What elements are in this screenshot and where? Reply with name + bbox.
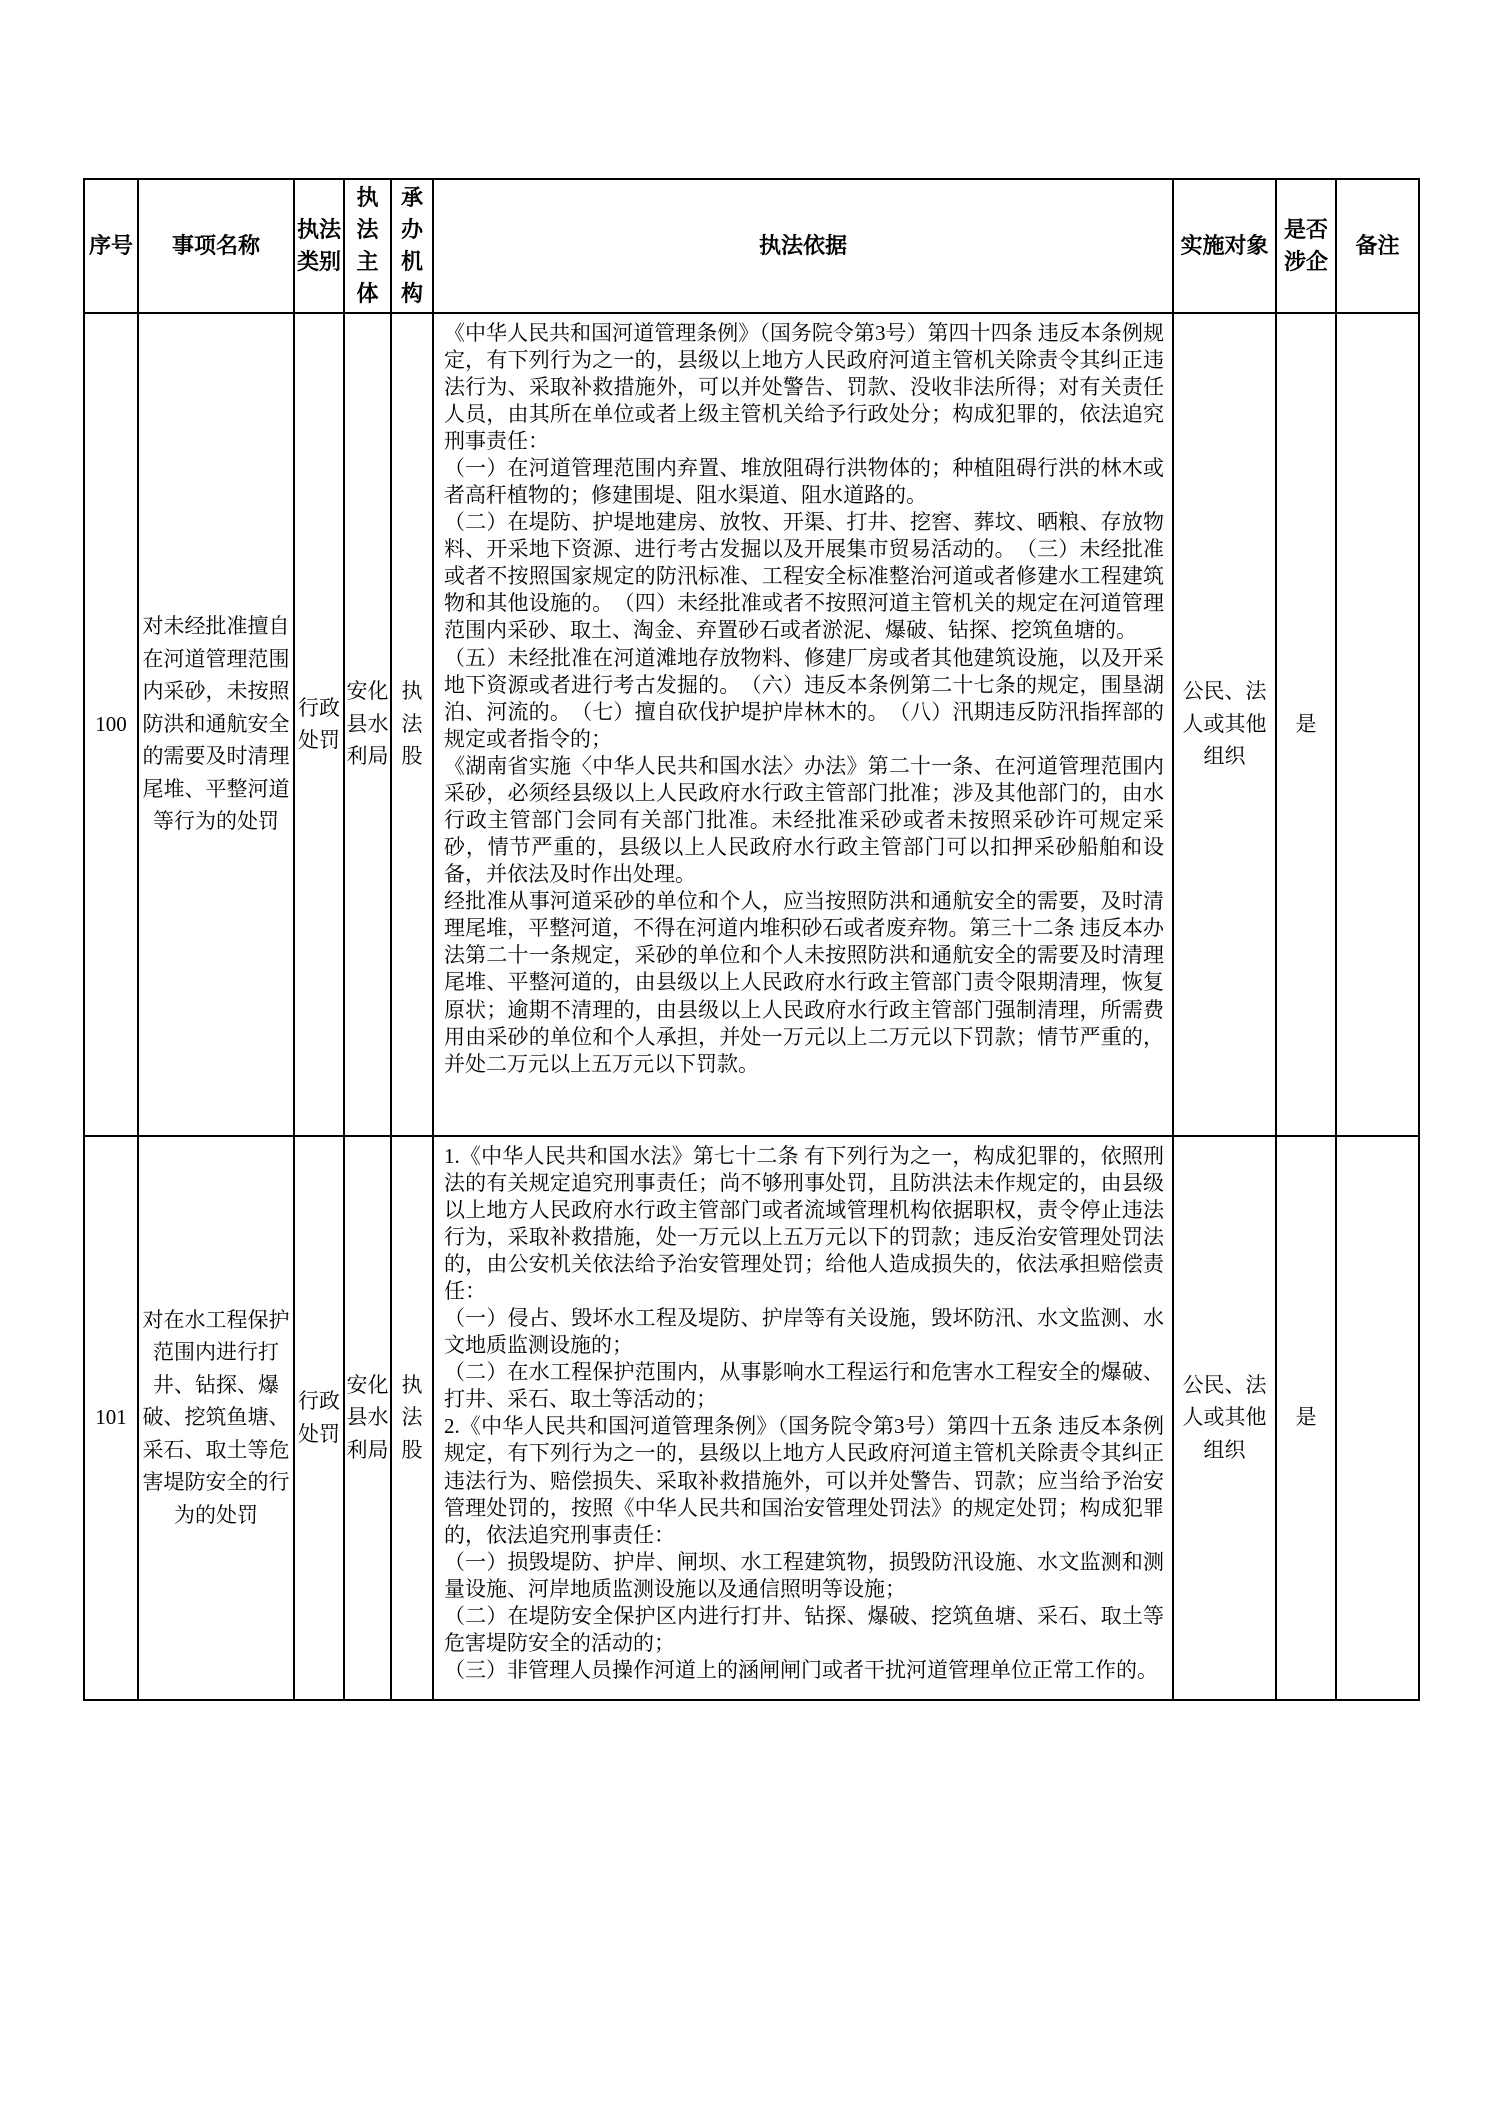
header-agency: 承办机构: [391, 179, 433, 313]
basis-paragraph: （二）在水工程保护范围内，从事影响水工程运行和危害水工程安全的爆破、打井、采石、取土等活动的；: [444, 1360, 1164, 1412]
basis-paragraph: 经批准从事河道采砂的单位和个人，应当按照防洪和通航安全的需要，及时清理尾堆，平整河道，不得在河道内堆积砂石或者废弃物。第三十二条 违反本办法第二十一条规定，采砂的单位和个人未按照防洪和通航安全的需要及时清理尾堆、平整河道的，由县级以上人民政府水行政主管部门责令限期清理，恢复原状；逾期不清理的，由县级以上人民政府水行政主管部门强制清理，所需费用由采砂的单位和个人承担，并处一万元以上二万元以下罚款；情节严重的，并处二万元以上五万元以下罚款。: [444, 889, 1164, 1076]
cell-basis: [433, 1136, 1173, 1700]
basis-paragraph: 1.《中华人民共和国水法》第七十二条 有下列行为之一，构成犯罪的，依照刑法的有关规定追究刑事责任；尚不够刑事处罚，且防洪法未作规定的，由县级以上地方人民政府水行政主管部门或者流域管理机构依据职权，责令停止违法行为，采取补救措施，处一万元以上五万元以下的罚款；违反治安管理处罚法的，由公安机关依法给予治安管理处罚；给他人造成损失的，依法承担赔偿责任：: [444, 1143, 1164, 1303]
cell-involves-enterprise: 是: [1276, 1136, 1336, 1700]
basis-paragraph: 《湖南省实施〈中华人民共和国水法〉办法》第二十一条、在河道管理范围内采砂，必须经县级以上人民政府水行政主管部门批准；涉及其他部门的，由水行政主管部门会同有关部门批准。未经批准采砂或者未按照采砂许可规定采砂，情节严重的，县级以上人民政府水行政主管部门可以扣押采砂船舶和设备，并依法及时作出处理。: [444, 753, 1164, 887]
header-involves-enterprise: 是否涉企: [1276, 179, 1336, 313]
cell-subject: 安化县水利局: [344, 1136, 391, 1700]
basis-paragraph: 2.《中华人民共和国河道管理条例》（国务院令第3号）第四十五条 违反本条例规定，有下列行为之一的，县级以上地方人民政府河道主管机关除责令其纠正违法行为、赔偿损失、采取补救措施外，可以并处警告、罚款；应当给予治安管理处罚的，按照《中华人民共和国治安管理处罚法》的规定处罚；构成犯罪的，依法追究刑事责任：: [444, 1414, 1164, 1547]
cell-target: 公民、法人或其他组织: [1173, 313, 1276, 1136]
basis-paragraph: （二）在堤防安全保护区内进行打井、钻探、爆破、挖筑鱼塘、采石、取土等危害堤防安全的活动的；: [444, 1603, 1164, 1655]
basis-paragraph: （五）未经批准在河道滩地存放物料、修建厂房或者其他建筑设施，以及开采地下资源或者进行考古发掘的。 （六）违反本条例第二十七条的规定，围垦湖泊、河流的。 （七）擅自砍伐护堤护岸林木的。 （八）汛期违反防汛指挥部的规定或者指令的；: [444, 645, 1164, 751]
header-remark: 备注: [1336, 179, 1419, 313]
cell-subject: 安化县水利局: [344, 313, 391, 1136]
cell-involves-enterprise: 是: [1276, 313, 1336, 1136]
table-header-row: [84, 179, 1419, 313]
cell-item-name: 对未经批准擅自在河道管理范围内采砂，未按照防洪和通航安全的需要及时清理尾堆、平整河道等行为的处罚: [138, 313, 294, 1136]
header-category: 执法类别: [294, 179, 344, 313]
cell-remark: [1336, 313, 1419, 1136]
header-item-name: 事项名称: [138, 179, 294, 313]
cell-target: 公民、法人或其他组织: [1173, 1136, 1276, 1700]
cell-category: 行政处罚: [294, 1136, 344, 1700]
table-row: [84, 1136, 1419, 1700]
cell-remark: [1336, 1136, 1419, 1700]
enforcement-matters-table: [83, 178, 1420, 1701]
table-row: [84, 313, 1419, 1136]
basis-paragraph: （二）在堤防、护堤地建房、放牧、开渠、打井、挖窖、葬坟、晒粮、存放物料、开采地下资源、进行考古发掘以及开展集市贸易活动的。 （三）未经批准或者不按照国家规定的防汛标准、工程安全标准整治河道或者修建水工程建筑物和其他设施的。 （四）未经批准或者不按照河道主管机关的规定在河道管理范围内采砂、取土、淘金、弃置砂石或者淤泥、爆破、钻探、挖筑鱼塘的。: [444, 510, 1164, 643]
header-basis: 执法依据: [433, 179, 1173, 313]
cell-agency: 执法股: [391, 313, 433, 1136]
basis-paragraph: （一）在河道管理范围内弃置、堆放阻碍行洪物体的；种植阻碍行洪的林木或者高秆植物的；修建围堤、阻水渠道、阻水道路的。: [444, 455, 1164, 508]
cell-category: 行政处罚: [294, 313, 344, 1136]
cell-item-name: 对在水工程保护范围内进行打井、钻探、爆破、挖筑鱼塘、采石、取土等危害堤防安全的行为的处罚: [138, 1136, 294, 1700]
cell-seq: 101: [84, 1136, 138, 1700]
cell-seq: 100: [84, 313, 138, 1136]
basis-paragraph: （一）侵占、毁坏水工程及堤防、护岸等有关设施，毁坏防汛、水文监测、水文地质监测设施的；: [444, 1306, 1164, 1358]
header-subject: 执法主体: [344, 179, 391, 313]
basis-paragraph: （一）损毁堤防、护岸、闸坝、水工程建筑物，损毁防汛设施、水文监测和测量设施、河岸地质监测设施以及通信照明等设施；: [444, 1549, 1164, 1601]
basis-paragraph: （三）非管理人员操作河道上的涵闸闸门或者干扰河道管理单位正常工作的。: [444, 1658, 1158, 1683]
basis-paragraph: 《中华人民共和国河道管理条例》（国务院令第3号）第四十四条 违反本条例规定，有下列行为之一的，县级以上地方人民政府河道主管机关除责令其纠正违法行为、采取补救措施外，可以并处警告、罚款、没收非法所得；对有关责任人员，由其所在单位或者上级主管机关给予行政处分；构成犯罪的，依法追究刑事责任：: [444, 320, 1164, 453]
header-target: 实施对象: [1173, 179, 1276, 313]
cell-basis: [433, 313, 1173, 1136]
cell-agency: 执法股: [391, 1136, 433, 1700]
header-seq: 序号: [84, 179, 138, 313]
